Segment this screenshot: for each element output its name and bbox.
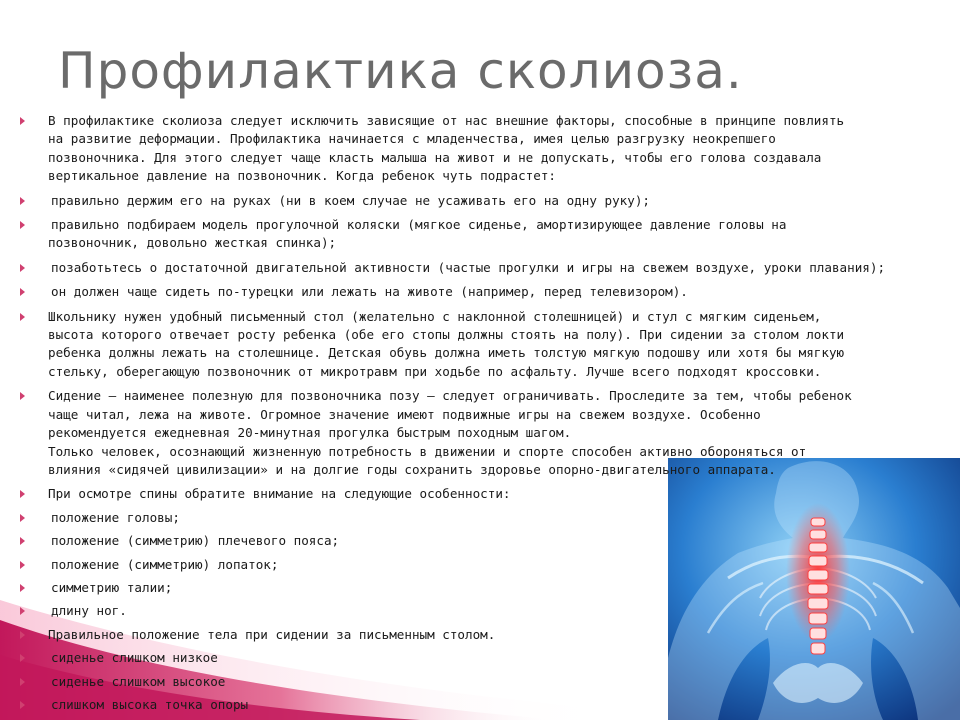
list-item-text: длину ног.	[51, 603, 127, 619]
list-item	[18, 308, 948, 382]
bullet-icon	[20, 221, 25, 229]
bullet-icon	[20, 537, 25, 545]
bullet-icon	[20, 631, 25, 639]
bullet-icon	[20, 392, 25, 400]
list-item	[18, 283, 948, 301]
bullet-icon	[20, 607, 25, 615]
bullet-icon	[20, 313, 25, 321]
list-item-text: Сидение – наименее полезную для позвоночника позу – следует ограничивать. Проследите за тем, чтобы ребенок чаще читал, лежа на животе. Огромное значение имеют подвижные игры на свежем воздухе. Особенно рекомендуется ежедневная 20-минутная прогулка быстрым походным шагом. Только человек, осознающий жизненную потребность в движении и спорте способен активно обороняться от влияния «сидячей цивилизации» и на долгие годы сохранить здоровье опорно-двигательного аппарата.	[48, 388, 852, 477]
list-item	[18, 259, 948, 277]
bullet-icon	[20, 678, 25, 686]
bullet-icon	[20, 490, 25, 498]
bullet-icon	[20, 117, 25, 125]
bullet-icon	[20, 514, 25, 522]
list-item	[18, 509, 948, 527]
list-item-text: положение головы;	[51, 509, 180, 525]
content-list	[18, 112, 948, 719]
list-item	[18, 626, 948, 644]
bullet-icon	[20, 264, 25, 272]
bullet-icon	[20, 701, 25, 709]
list-item-text: Правильное положение тела при сидении за письменным столом.	[48, 626, 496, 642]
list-item	[18, 216, 948, 253]
list-item-text: положение (симметрию) плечевого пояса;	[51, 533, 340, 549]
bullet-icon	[20, 288, 25, 296]
list-item-text: В профилактике сколиоза следует исключить зависящие от нас внешние факторы, способные в принципе повлиять на развитие деформации. Профилактика начинается с младенчества, имея целью разгрузку неокрепшего позвоночника. Для этого следует чаще класть малыша на живот и не допускать, чтобы его голова создавала вертикальное давление на позвоночник. Когда ребенок чуть подрастет:	[48, 113, 845, 184]
list-item	[18, 602, 948, 620]
list-item-text: Школьнику нужен удобный письменный стол (желательно с наклонной столешницей) и стул с мягким сиденьем, высота которого отвечает росту ребенка (обе его стопы должны стоять на полу). При сидении за столом локти ребенка должны лежать на столешнице. Детская обувь должна иметь толстую мягкую подошву или хотя бы мягкую стельку, оберегающую позвоночник от микротравм при ходьбе по асфальту. Лучше всего подходят кроссовки.	[48, 308, 845, 379]
list-item	[18, 192, 948, 210]
bullet-icon	[20, 654, 25, 662]
list-item-text: он должен чаще сидеть по-турецки или лежать на животе (например, перед телевизором).	[51, 284, 688, 300]
list-item-text: симметрию талии;	[51, 579, 173, 595]
list-item	[18, 649, 948, 667]
slide-title: Профилактика сколиоза.	[58, 42, 743, 100]
list-item-text: сиденье слишком низкое	[51, 650, 218, 666]
list-item	[18, 556, 948, 574]
list-item	[18, 579, 948, 597]
list-item	[18, 696, 948, 714]
list-item-text: правильно подбираем модель прогулочной коляски (мягкое сиденье, амортизирующее давление головы на позвоночник, довольно жесткая спинка);	[48, 217, 787, 251]
list-item-text: положение (симметрию) лопаток;	[51, 556, 279, 572]
list-item	[18, 485, 948, 503]
list-item	[18, 673, 948, 691]
bullet-icon	[20, 197, 25, 205]
list-item-text: правильно держим его на руках (ни в коем случае не усаживать его на одну руку);	[51, 192, 650, 208]
list-item-text: сиденье слишком высокое	[51, 673, 226, 689]
list-item	[18, 532, 948, 550]
list-item-text: позаботьтесь о достаточной двигательной активности (частые прогулки и игры на свежем воздухе, уроки плавания);	[51, 259, 886, 275]
list-item-text: При осмотре спины обратите внимание на следующие особенности:	[48, 486, 511, 502]
bullet-icon	[20, 584, 25, 592]
list-item	[18, 387, 948, 479]
bullet-icon	[20, 561, 25, 569]
list-item	[18, 112, 948, 186]
list-item-text: слишком высока точка опоры	[51, 696, 249, 712]
